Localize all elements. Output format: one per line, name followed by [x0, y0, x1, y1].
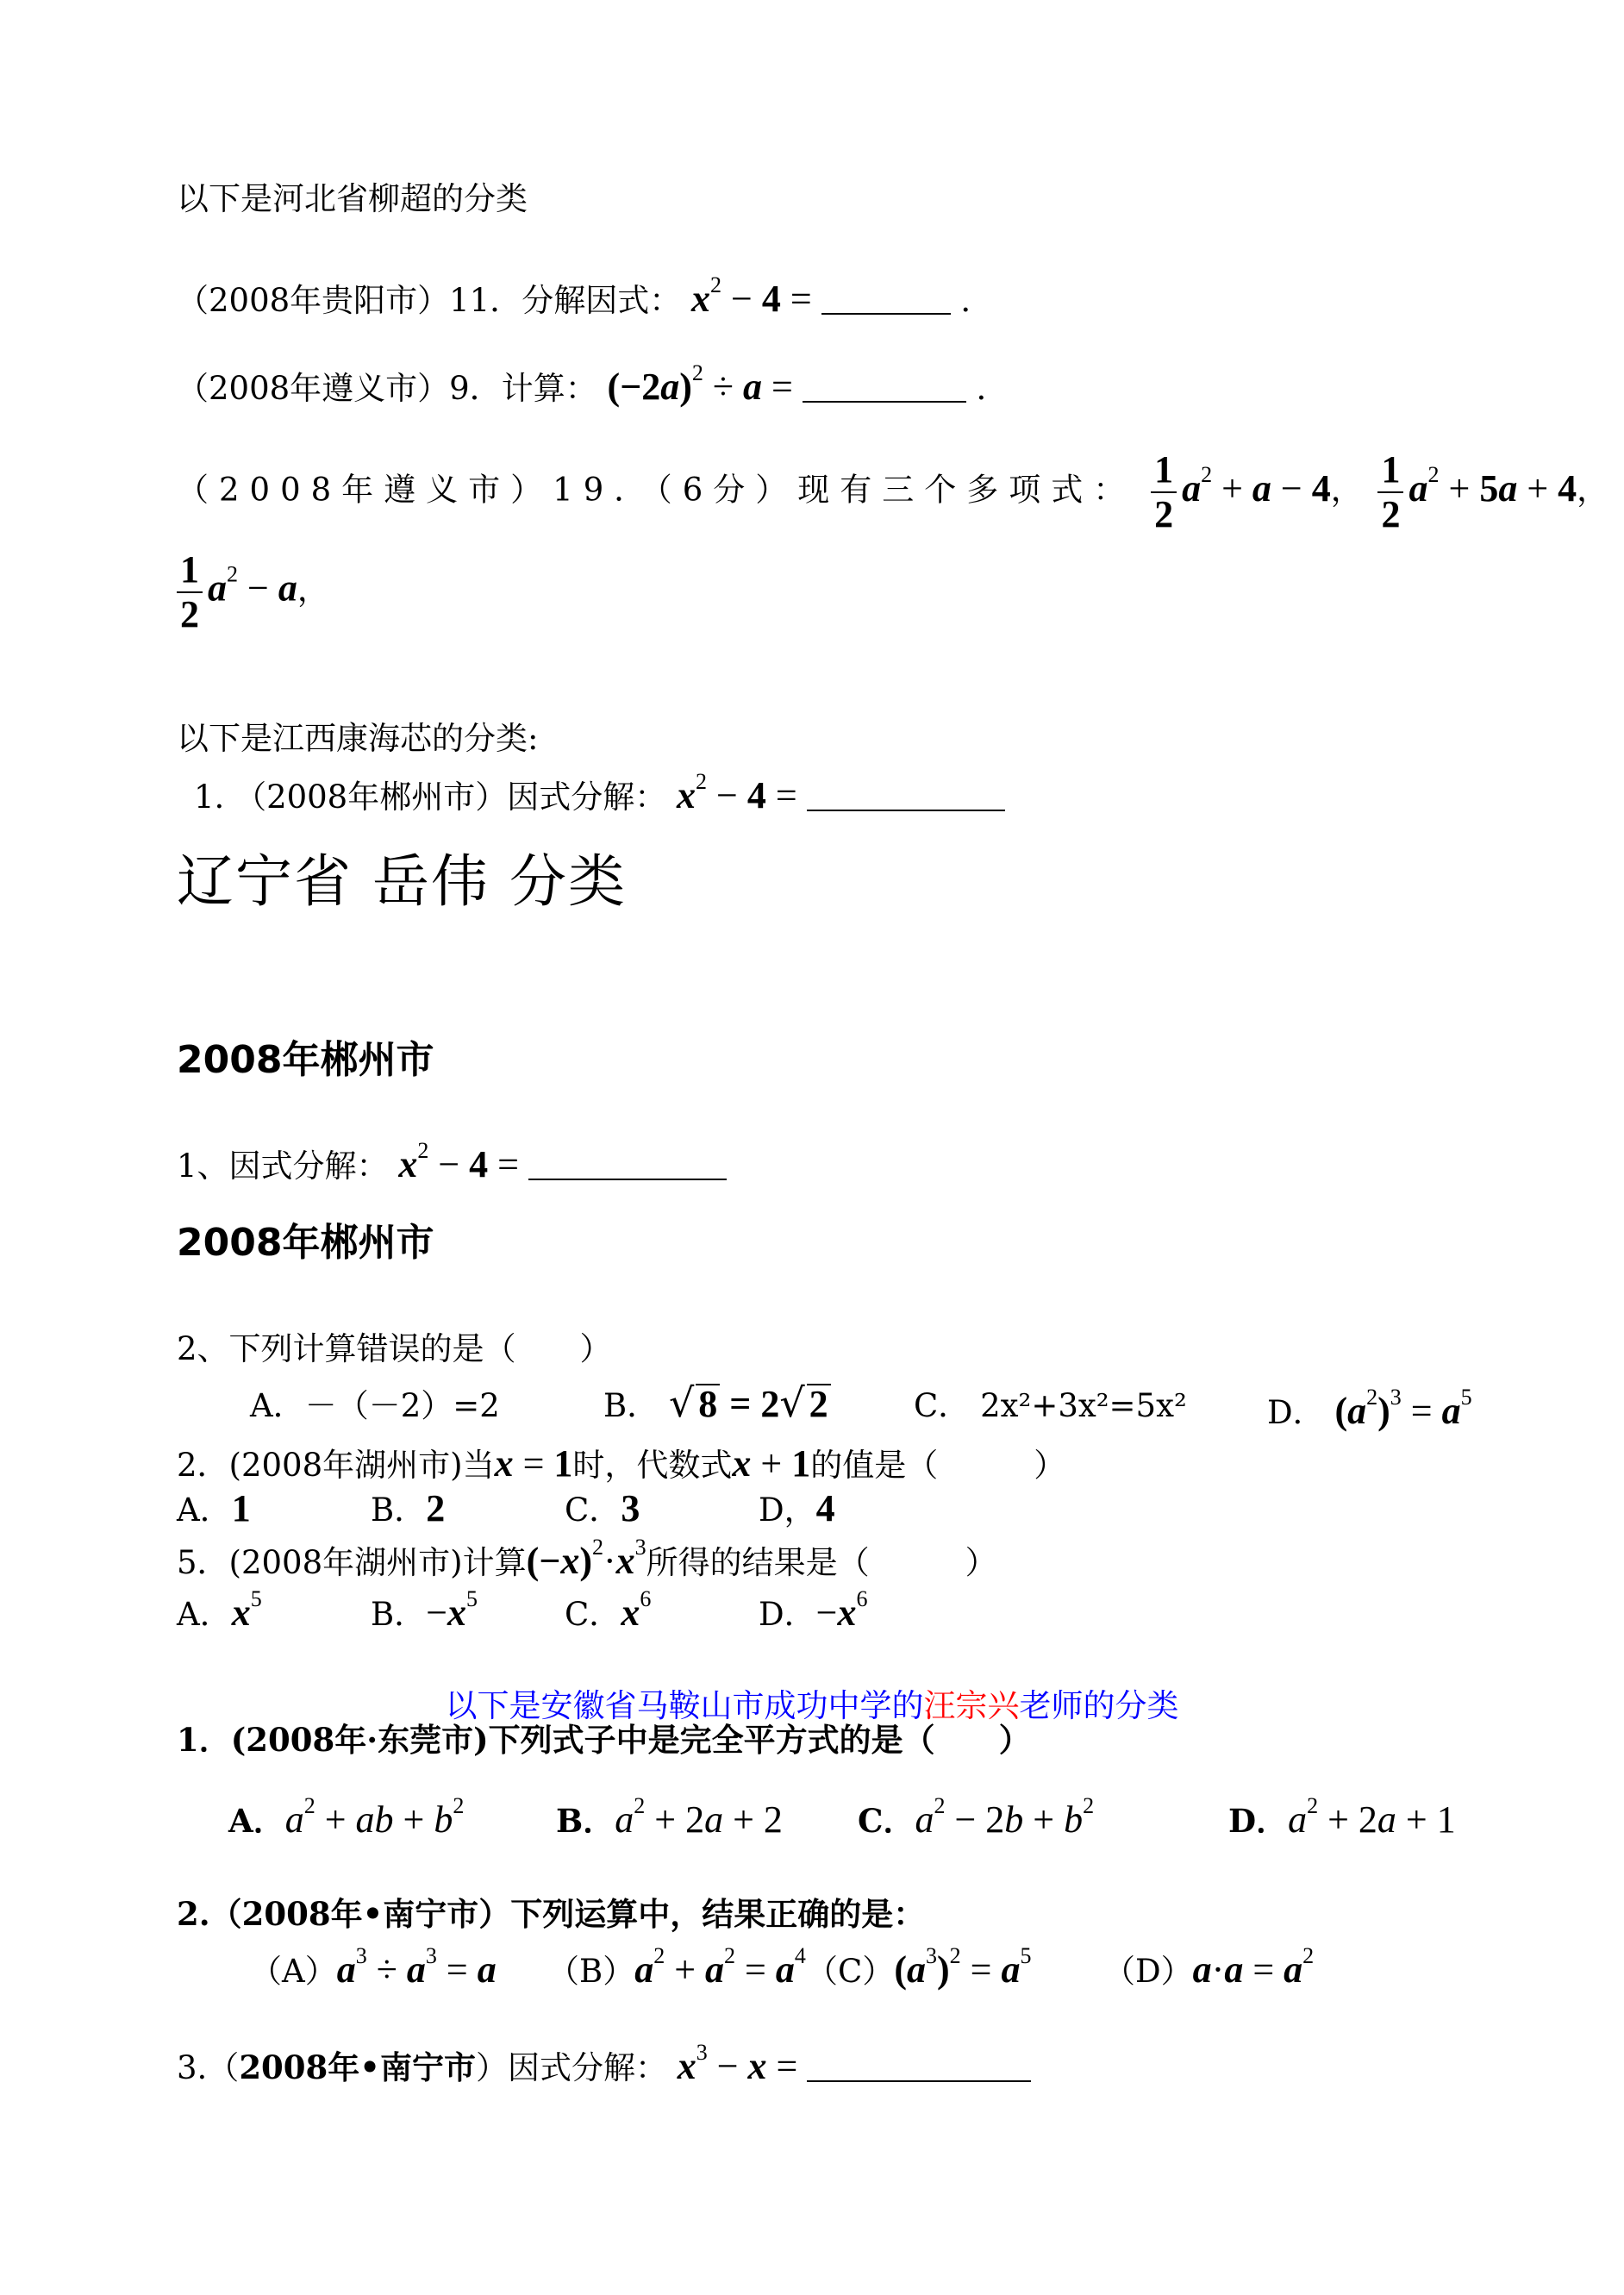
- question-chenzhou-1: [194, 771, 1005, 815]
- option-a: $(A)a^3 \div a^3 = a$: [250, 1943, 497, 1991]
- polynomial-3: $\frac{1}{2}$ $a^2 - a$，: [177, 548, 329, 636]
- option-b: B．$a^2 + 2a + 2$: [556, 1793, 783, 1841]
- answer-blank: [807, 2054, 1031, 2082]
- math-expression: $x^2 - 4$ =: [691, 272, 821, 320]
- options-huzhou-5: [177, 1588, 868, 1632]
- section-heading-liaoning: 辽宁省 岳伟 分类: [177, 848, 627, 915]
- question-zunyi-19: （2008年遵义市）19．（6分）现有三个多项式： $\frac{1}{2}$ $a^2 + a - 4$， $\frac{1}{2}$ $a^2 + 5a + 4$，: [177, 448, 1609, 535]
- option-a: A．$x^5$: [177, 1586, 262, 1634]
- option-d: D． $(a^2)^3 = a^5$: [1267, 1385, 1472, 1432]
- option-b: B．2: [371, 1487, 446, 1529]
- question-source: （2008年遵义市）9．计算：: [177, 370, 597, 407]
- section-heading-anhui: 以下是安徽省马鞍山市成功中学的汪宗兴老师的分类: [445, 1687, 1179, 1724]
- subheading-chenzhou-1: 2008年郴州市: [177, 1038, 434, 1082]
- section-heading-hebei: 以下是河北省柳超的分类: [177, 180, 528, 217]
- option-c: C．3: [565, 1487, 640, 1529]
- question-source: （2008年贵阳市）11．分解因式：: [177, 282, 682, 319]
- option-b: B．$-x^5$: [371, 1586, 478, 1634]
- question-dongguan-1: 1．(2008年·东莞市)下列式子中是完全平方式的是（ ）: [177, 1721, 1031, 1759]
- options-nanning-2: [250, 1945, 1314, 1989]
- question-calc-error: 2、下列计算错误的是（ ）: [177, 1330, 612, 1367]
- option-d: $(D)a\cdot a = a^2$: [1103, 1943, 1315, 1991]
- option-a: A．－（－2）=2: [250, 1387, 500, 1424]
- subheading-chenzhou-2: 2008年郴州市: [177, 1221, 434, 1265]
- option-a: A．1: [177, 1487, 251, 1529]
- option-d: D．$a^2 + 2a + 1$: [1228, 1793, 1456, 1841]
- option-c: C．$a^2 - 2b + b^2$: [858, 1793, 1095, 1841]
- question-nanning-3: 3.（2008年•南宁市）因式分解： $x^3 - x$ =: [177, 2042, 1031, 2086]
- question-source: 1、因式分解：: [177, 1148, 389, 1185]
- question-zunyi-9: （2008年遵义市）9．计算： $(-2a)^2 \div a$ = ．: [177, 360, 1009, 408]
- answer-blank: [528, 1153, 727, 1180]
- option-b: $(B)a^2 + a^2 = a^4$: [547, 1943, 806, 1991]
- section-heading-jiangxi: 以下是江西康海芯的分类:: [177, 720, 539, 757]
- answer-blank: [807, 784, 1005, 811]
- teacher-name: 汪宗兴: [923, 1687, 1020, 1724]
- option-c: $(C)(a^3)^2 = a^5$: [806, 1943, 1032, 1991]
- math-expression: $x^3 - x$ =: [677, 2040, 808, 2087]
- question-guiyang-11: （2008年贵阳市）11．分解因式： $x^2 - 4$ = ．: [177, 272, 993, 320]
- question-factor: [177, 1140, 727, 1184]
- polynomial-2: $\frac{1}{2}$ $a^2 + 5a + 4$: [1372, 472, 1577, 509]
- options-dongguan-1: [228, 1795, 1456, 1839]
- option-d: D，4: [759, 1487, 835, 1529]
- question-huzhou-2: 2．(2008年湖州市)当x = 1时，代数式x + 1的值是（ ）: [177, 1442, 1066, 1485]
- polynomial-1: $\frac{1}{2}$ $a^2 + a - 4$: [1146, 472, 1331, 509]
- question-nanning-2: 2.（2008年•南宁市）下列运算中，结果正确的是：: [177, 1895, 926, 1933]
- option-d: D．$-x^6$: [759, 1586, 868, 1634]
- options-huzhou-2: [177, 1487, 835, 1529]
- answer-blank: [821, 287, 951, 315]
- option-c: C．$x^6$: [565, 1586, 652, 1634]
- math-expression: $x^2 - 4$ =: [398, 1138, 528, 1185]
- option-a: A．$a^2$ + ab + $b^2$: [228, 1793, 465, 1841]
- answer-blank: [803, 375, 966, 403]
- option-c: C． 2x²+3x²=5x²: [914, 1387, 1187, 1424]
- option-b: B． √ 8 = 2√ 2: [603, 1383, 831, 1423]
- math-expression: $x^2 - 4$ =: [677, 769, 807, 816]
- question-source: （2008年遵义市）19．（6分）现有三个多项式：: [177, 471, 1136, 509]
- question-huzhou-5: 5．(2008年湖州市)计算$(-x)^2\cdot x^3$所得的结果是（ ）: [177, 1535, 997, 1582]
- math-expression: $(-2a)^2 \div a$ =: [607, 360, 803, 408]
- question-source: 1. （2008年郴州市）因式分解：: [194, 779, 667, 816]
